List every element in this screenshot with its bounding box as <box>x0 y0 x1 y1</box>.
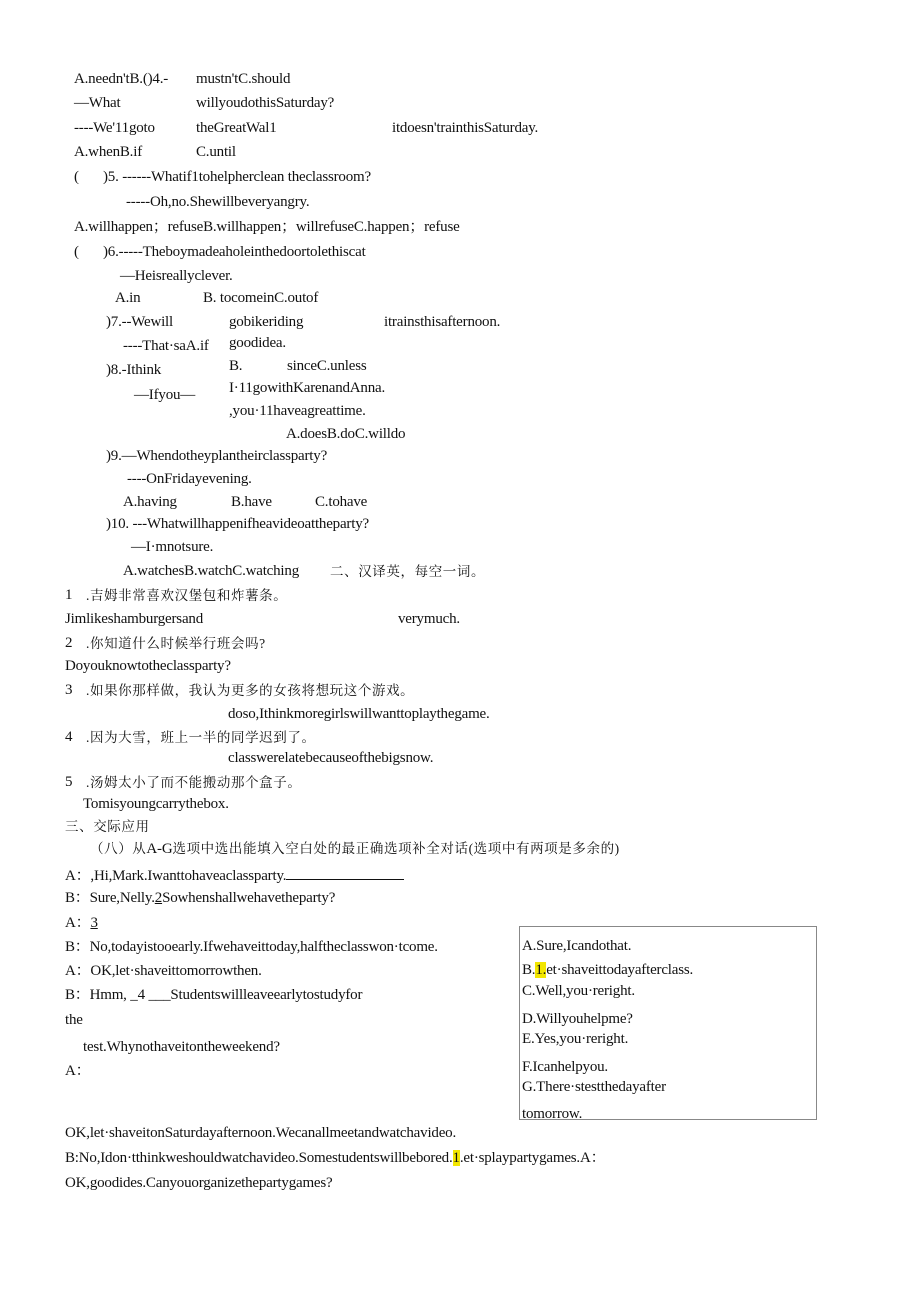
q8-reply: —Ifyou— <box>134 387 196 403</box>
q4-options-line: A.needn'tB.()4.- <box>74 71 169 87</box>
q8-reply-b: ,you·11haveagreattime. <box>229 403 366 419</box>
s2-item5-num: 5 <box>65 774 73 790</box>
q9-choice-c: C.tohave <box>315 494 368 510</box>
q7-reply-b: goodidea. <box>229 335 286 351</box>
q8-prompt-b: I·11gowithKarenandAnna. <box>229 380 386 396</box>
option-b-highlight: 1. <box>535 962 547 978</box>
q8-choices: A.doesB.doC.willdo <box>286 426 406 442</box>
option-b <box>522 961 693 979</box>
q10-prompt: )10. ---Whatwillhappenifheavideoattheparty? <box>106 516 369 532</box>
s2-item1-en-b: verymuch. <box>398 611 460 627</box>
q4-choice-c: C.until <box>196 144 236 160</box>
dialog-line-9: OK,let·shaveitonSaturdayafternoon.Wecanallmeetandwatchavideo. <box>65 1125 457 1141</box>
dialog-line-10-highlight: 1 <box>452 1150 460 1166</box>
dialog-line-7: test.Whynothaveitontheweekend? <box>83 1039 280 1055</box>
q10-reply: —I·mnotsure. <box>131 539 214 555</box>
q6-bracket: ( <box>74 244 79 260</box>
option-c: C.Well,you·reright. <box>522 983 635 999</box>
s2-item1-en-a: Jimlikeshamburgersand <box>65 611 203 627</box>
instruction-range: A-G <box>146 841 173 857</box>
q7-prompt-a: )7.--Wewill <box>106 314 173 330</box>
s2-item2-cn: .你知道什么时候举行班会吗? <box>86 636 266 651</box>
q9-prompt: )9.—Whendotheyplantheirclassparty? <box>106 448 328 464</box>
s2-item1-cn: .吉姆非常喜欢汉堡包和炸薯条。 <box>86 588 288 603</box>
dialog-line-10 <box>65 1149 605 1167</box>
dialog-line-2 <box>65 889 335 907</box>
q8-prompt: )8.-Ithink <box>106 362 162 378</box>
blank-3[interactable]: 3 <box>90 915 98 931</box>
q4-answer-part1: ----We'11goto <box>74 120 155 136</box>
option-e: E.Yes,you·reright. <box>522 1031 629 1047</box>
q10-choices: A.watchesB.watchC.watching <box>123 563 300 579</box>
dialog-line-6-text: ___Studentswillleaveearlytostudyfor <box>148 987 363 1003</box>
blank-4[interactable]: _4 <box>130 987 145 1003</box>
option-g-line1: G.There·stestthedayafter <box>522 1079 666 1095</box>
s2-item5-cn: .汤姆太小了而不能搬动那个盒子。 <box>86 775 302 790</box>
dialog-line-6 <box>65 986 362 1004</box>
q7-prompt-b: gobikeriding <box>229 314 304 330</box>
q4-options-line-b: mustn'tC.should <box>196 71 291 87</box>
blank-1[interactable] <box>286 865 404 880</box>
section2-heading: 二、汉译英，每空一词。 <box>330 564 486 579</box>
q7-reply-a: ----That·saA.if <box>123 338 209 354</box>
dialog-line-3 <box>65 914 98 932</box>
dialog-line-4: B：No,todayistooearly.Ifwehaveittoday,halftheclasswon·tcome. <box>65 939 438 955</box>
dialog-line-1-text: A：,Hi,Mark.Iwanttohaveaclassparty. <box>65 868 287 884</box>
s2-item3-num: 3 <box>65 682 73 698</box>
q4-choice-a: A.whenB.if <box>74 144 142 160</box>
q6-prompt: )6.-----Theboymadeaholeinthedoortolethiscat <box>103 244 366 260</box>
s2-item4-num: 4 <box>65 729 73 745</box>
q7-prompt-c: itrainsthisafternoon. <box>384 314 501 330</box>
dialog-line-3-speaker: A： <box>65 915 91 931</box>
dialog-line-11: OK,goodides.Canyouorganizethepartygames? <box>65 1175 333 1191</box>
option-g-line2: tomorrow. <box>522 1106 583 1122</box>
q9-choice-a: A.having <box>123 494 177 510</box>
option-a: A.Sure,Icandothat. <box>522 938 632 954</box>
option-f: F.Icanhelpyou. <box>522 1059 608 1075</box>
section3-instruction <box>90 840 620 858</box>
s2-item3-en: doso,Ithinkmoregirlswillwanttoplaythegame. <box>228 706 490 722</box>
q4-question-part1: —What <box>74 95 121 111</box>
dialog-line-1 <box>65 865 404 885</box>
s2-item4-en: classwerelatebecauseofthebigsnow. <box>228 750 434 766</box>
s2-item2-num: 2 <box>65 635 73 651</box>
dialog-line-10-text-a: B:No,Idon·tthinkweshouldwatchavideo.Somestudentswillbebored. <box>65 1150 453 1166</box>
dialog-line-2-text-a: B：Sure,Nelly. <box>65 890 155 906</box>
s2-item2-en: Doyouknowtotheclassparty? <box>65 658 231 674</box>
option-b-text: et·shaveittodayafterclass. <box>546 962 694 978</box>
q4-answer-part3: itdoesn'trainthisSaturday. <box>392 120 539 136</box>
q7-choice-rest: sinceC.unless <box>287 358 367 374</box>
dialog-line-6-cont: the <box>65 1012 83 1028</box>
q7-choice-b: B. <box>229 358 243 374</box>
q5-choices: A.willhappen；refuseB.willhappen；willrefuseC.happen；refuse <box>74 219 460 235</box>
q5-reply: -----Oh,no.Shewillbeveryangry. <box>126 194 310 210</box>
option-b-letter: B. <box>522 962 536 978</box>
q5-bracket: ( <box>74 169 79 185</box>
option-d: D.Willyouhelpme? <box>522 1011 633 1027</box>
q6-choice-b: B. tocomeinC.outof <box>203 290 319 306</box>
dialog-line-6-speaker: B：Hmm, <box>65 987 127 1003</box>
s2-item5-en: Tomisyoungcarrythebox. <box>83 796 229 812</box>
q9-choice-b: B.have <box>231 494 272 510</box>
q4-answer-part2: theGreatWal1 <box>196 120 277 136</box>
dialog-line-2-text-b: Sowhenshallwehavetheparty? <box>162 890 336 906</box>
q5-prompt: )5. ------Whatif1tohelpherclean theclassroom? <box>103 169 371 185</box>
q4-question-part2: willyoudothisSaturday? <box>196 95 335 111</box>
dialog-line-10-text-b: .et·splaypartygames.A： <box>459 1150 606 1166</box>
section3-heading: 三、交际应用 <box>65 819 150 834</box>
s2-item3-cn: .如果你那样做，我认为更多的女孩将想玩这个游戏。 <box>86 683 415 698</box>
q9-reply: ----OnFridayevening. <box>127 471 252 487</box>
q6-choice-a: A.in <box>115 290 141 306</box>
s2-item1-num: 1 <box>65 587 73 603</box>
instruction-prefix: （八）从 <box>90 841 147 856</box>
s2-item4-cn: .因为大雪，班上一半的同学迟到了。 <box>86 730 316 745</box>
dialog-line-5: A：OK,let·shaveittomorrowthen. <box>65 963 262 979</box>
q6-reply: —Heisreallyclever. <box>120 268 233 284</box>
blank-2[interactable]: 2 <box>154 890 163 906</box>
dialog-line-8: A： <box>65 1063 91 1079</box>
instruction-text: 选项中选出能填入空白处的最正确选项补全对话(选项中有两项是多余的) <box>172 841 620 856</box>
